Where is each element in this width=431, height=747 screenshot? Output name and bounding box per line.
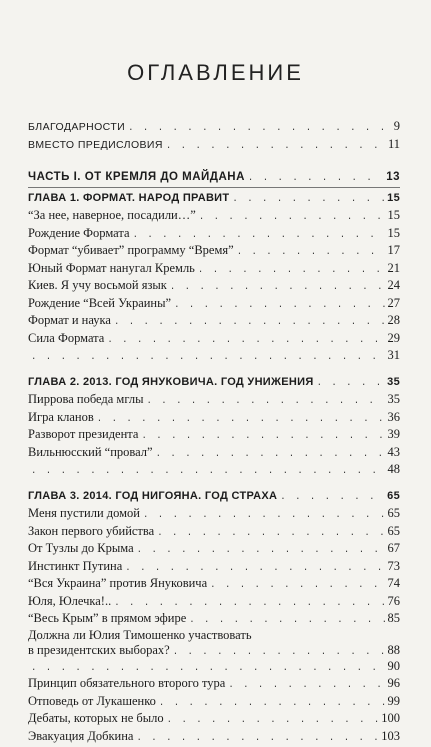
toc-entry-two-line[interactable] bbox=[28, 628, 400, 658]
toc-entry-label: Пиррова победа мглы bbox=[28, 391, 143, 409]
dot-leader bbox=[141, 428, 384, 446]
toc-entry-label: Разворот президента bbox=[28, 426, 138, 444]
toc-entry-acknowledgements[interactable] bbox=[28, 118, 400, 136]
toc-chapter-label: ГЛАВА 2. 2013. ГОД ЯНУКОВИЧА. ГОД УНИЖЕНИЯ bbox=[28, 374, 314, 392]
dot-leader bbox=[232, 191, 384, 209]
toc-entry[interactable] bbox=[28, 260, 400, 278]
toc-entry[interactable] bbox=[28, 658, 400, 676]
dot-leader bbox=[156, 446, 385, 464]
toc-entry-page: 100 bbox=[381, 710, 400, 728]
dot-leader bbox=[157, 525, 384, 543]
toc-entry-page: 67 bbox=[388, 540, 401, 558]
dot-leader bbox=[199, 209, 385, 227]
toc-entry-page: 15 bbox=[388, 225, 401, 243]
table-of-contents bbox=[28, 118, 400, 745]
dot-leader bbox=[189, 612, 384, 630]
toc-entry-foreword[interactable] bbox=[28, 136, 400, 154]
toc-entry-label: “За нее, наверное, посадили…” bbox=[28, 207, 196, 225]
dot-leader bbox=[143, 507, 385, 525]
toc-entry[interactable] bbox=[28, 330, 400, 348]
toc-entry-label: Эвакуация Добкина bbox=[28, 728, 133, 746]
toc-chapter-heading[interactable] bbox=[28, 374, 400, 392]
toc-entry-label: Игра кланов bbox=[28, 409, 94, 427]
dot-leader bbox=[114, 314, 385, 332]
dot-leader bbox=[174, 297, 384, 315]
toc-entry-label: “Вся Украина” против Януковича bbox=[28, 575, 207, 593]
toc-entry[interactable] bbox=[28, 675, 400, 693]
toc-entry[interactable] bbox=[28, 409, 400, 427]
dot-leader bbox=[128, 120, 387, 138]
toc-entry[interactable] bbox=[28, 610, 400, 628]
dot-leader bbox=[198, 262, 385, 280]
dot-leader bbox=[210, 577, 384, 595]
toc-entry-label: Юный Формат нанугал Кремль bbox=[28, 260, 195, 278]
toc-entry-label: Закон первого убийства bbox=[28, 523, 154, 541]
toc-chapter-page: 15 bbox=[387, 190, 400, 208]
toc-entry-page: 73 bbox=[388, 558, 401, 576]
toc-entry-label: Меня пустили домой bbox=[28, 505, 140, 523]
toc-entry-page: 103 bbox=[381, 728, 400, 746]
toc-entry-label: Рождение “Всей Украины” bbox=[28, 295, 171, 313]
toc-entry-label: От Тузлы до Крыма bbox=[28, 540, 134, 558]
toc-entry-label: Юля, Юлечка!.. bbox=[28, 593, 111, 611]
toc-entry-label: Дебаты, которых не было bbox=[28, 710, 164, 728]
toc-entry[interactable] bbox=[28, 391, 400, 409]
toc-entry[interactable] bbox=[28, 728, 400, 746]
toc-entry[interactable] bbox=[28, 444, 400, 462]
toc-entry-page: 27 bbox=[388, 295, 401, 313]
dot-leader bbox=[228, 677, 384, 695]
toc-entry-label: Принцип обязательного второго тура bbox=[28, 675, 225, 693]
toc-entry[interactable] bbox=[28, 523, 400, 541]
toc-chapter-label: ГЛАВА 3. 2014. ГОД НИГОЯНА. ГОД СТРАХА bbox=[28, 488, 277, 506]
toc-entry-page: 90 bbox=[388, 658, 401, 676]
toc-entry-page: 99 bbox=[388, 693, 401, 711]
dot-leader bbox=[107, 332, 384, 350]
toc-entry-page: 24 bbox=[388, 277, 401, 295]
toc-part-label: ЧАСТЬ I. ОТ КРЕМЛЯ ДО МАЙДАНА bbox=[28, 169, 245, 187]
toc-entry[interactable] bbox=[28, 575, 400, 593]
dot-leader bbox=[167, 712, 379, 730]
toc-entry[interactable] bbox=[28, 426, 400, 444]
toc-entry[interactable] bbox=[28, 710, 400, 728]
toc-entry-label: Сила Формата bbox=[28, 330, 104, 348]
dot-leader bbox=[97, 411, 385, 429]
dot-leader bbox=[146, 393, 384, 411]
toc-entry-page: 28 bbox=[388, 312, 401, 330]
toc-entry[interactable] bbox=[28, 277, 400, 295]
toc-entry-page: 35 bbox=[388, 391, 401, 409]
toc-entry-page: 9 bbox=[390, 118, 400, 136]
dot-leader bbox=[317, 375, 385, 393]
toc-entry[interactable] bbox=[28, 558, 400, 576]
toc-entry[interactable] bbox=[28, 225, 400, 243]
toc-entry-page: 65 bbox=[388, 523, 401, 541]
toc-entry-label: Формат “убивает” программу “Время” bbox=[28, 242, 234, 260]
toc-entry-label: ВМЕСТО ПРЕДИСЛОВИЯ bbox=[28, 137, 163, 155]
toc-entry[interactable] bbox=[28, 540, 400, 558]
toc-entry[interactable] bbox=[28, 207, 400, 225]
toc-entry-page: 21 bbox=[388, 260, 401, 278]
toc-entry[interactable] bbox=[28, 312, 400, 330]
dot-leader bbox=[137, 542, 385, 560]
toc-chapter-page: 65 bbox=[387, 488, 400, 506]
toc-entry-page: 74 bbox=[388, 575, 401, 593]
toc-entry-page: 17 bbox=[388, 242, 401, 260]
toc-entry-page: 85 bbox=[388, 610, 401, 628]
dot-leader bbox=[170, 279, 385, 297]
toc-entry[interactable] bbox=[28, 693, 400, 711]
dot-leader bbox=[31, 463, 385, 481]
toc-entry-label: Инстинкт Путина bbox=[28, 558, 122, 576]
toc-chapter-heading[interactable] bbox=[28, 488, 400, 506]
dot-leader bbox=[237, 244, 385, 262]
toc-entry-page: 88 bbox=[388, 643, 401, 658]
dot-leader bbox=[280, 489, 384, 507]
toc-part-heading[interactable] bbox=[28, 169, 400, 187]
toc-entry-page: 39 bbox=[388, 426, 401, 444]
toc-entry-page: 29 bbox=[388, 330, 401, 348]
toc-entry[interactable] bbox=[28, 295, 400, 313]
toc-entry-page: 48 bbox=[388, 461, 401, 479]
toc-entry-label: Вильнюсский “провал” bbox=[28, 444, 153, 462]
toc-entry-page: 11 bbox=[388, 136, 400, 154]
toc-entry-page: 43 bbox=[388, 444, 401, 462]
dot-leader bbox=[159, 695, 385, 713]
toc-chapter-page: 35 bbox=[387, 374, 400, 392]
toc-entry-label: БЛАГОДАРНОСТИ bbox=[28, 119, 125, 137]
toc-chapter-label: ГЛАВА 1. ФОРМАТ. НАРОД ПРАВИТ bbox=[28, 190, 229, 208]
toc-entry-page: 36 bbox=[388, 409, 401, 427]
toc-entry-page: 65 bbox=[388, 505, 401, 523]
dot-leader bbox=[173, 645, 385, 660]
toc-entry-label-line1: Должна ли Юлия Тимошенко участвовать bbox=[28, 628, 400, 643]
toc-entry[interactable] bbox=[28, 347, 400, 365]
toc-entry-label-line2: в президентских выборах? bbox=[28, 643, 170, 658]
toc-entry-label: Отповедь от Лукашенко bbox=[28, 693, 156, 711]
toc-entry-label: “Весь Крым” в прямом эфире bbox=[28, 610, 186, 628]
toc-entry-page: 31 bbox=[388, 347, 401, 365]
toc-entry-page: 76 bbox=[388, 593, 401, 611]
toc-entry-page: 15 bbox=[388, 207, 401, 225]
dot-leader bbox=[248, 170, 383, 188]
dot-leader bbox=[136, 730, 378, 747]
toc-part-page: 13 bbox=[386, 169, 400, 187]
dot-leader bbox=[166, 138, 385, 156]
toc-entry[interactable] bbox=[28, 461, 400, 479]
page-title: ОГЛАВЛЕНИЕ bbox=[0, 60, 431, 86]
dot-leader bbox=[31, 349, 385, 367]
toc-entry-label: Формат и наука bbox=[28, 312, 111, 330]
toc-entry[interactable] bbox=[28, 505, 400, 523]
toc-entry[interactable] bbox=[28, 593, 400, 611]
toc-entry-label: Киев. Я учу восьмой язык bbox=[28, 277, 167, 295]
toc-entry-label: Рождение Формата bbox=[28, 225, 130, 243]
toc-entry-page: 96 bbox=[388, 675, 401, 693]
toc-chapter-heading[interactable] bbox=[28, 190, 400, 208]
toc-entry[interactable] bbox=[28, 242, 400, 260]
